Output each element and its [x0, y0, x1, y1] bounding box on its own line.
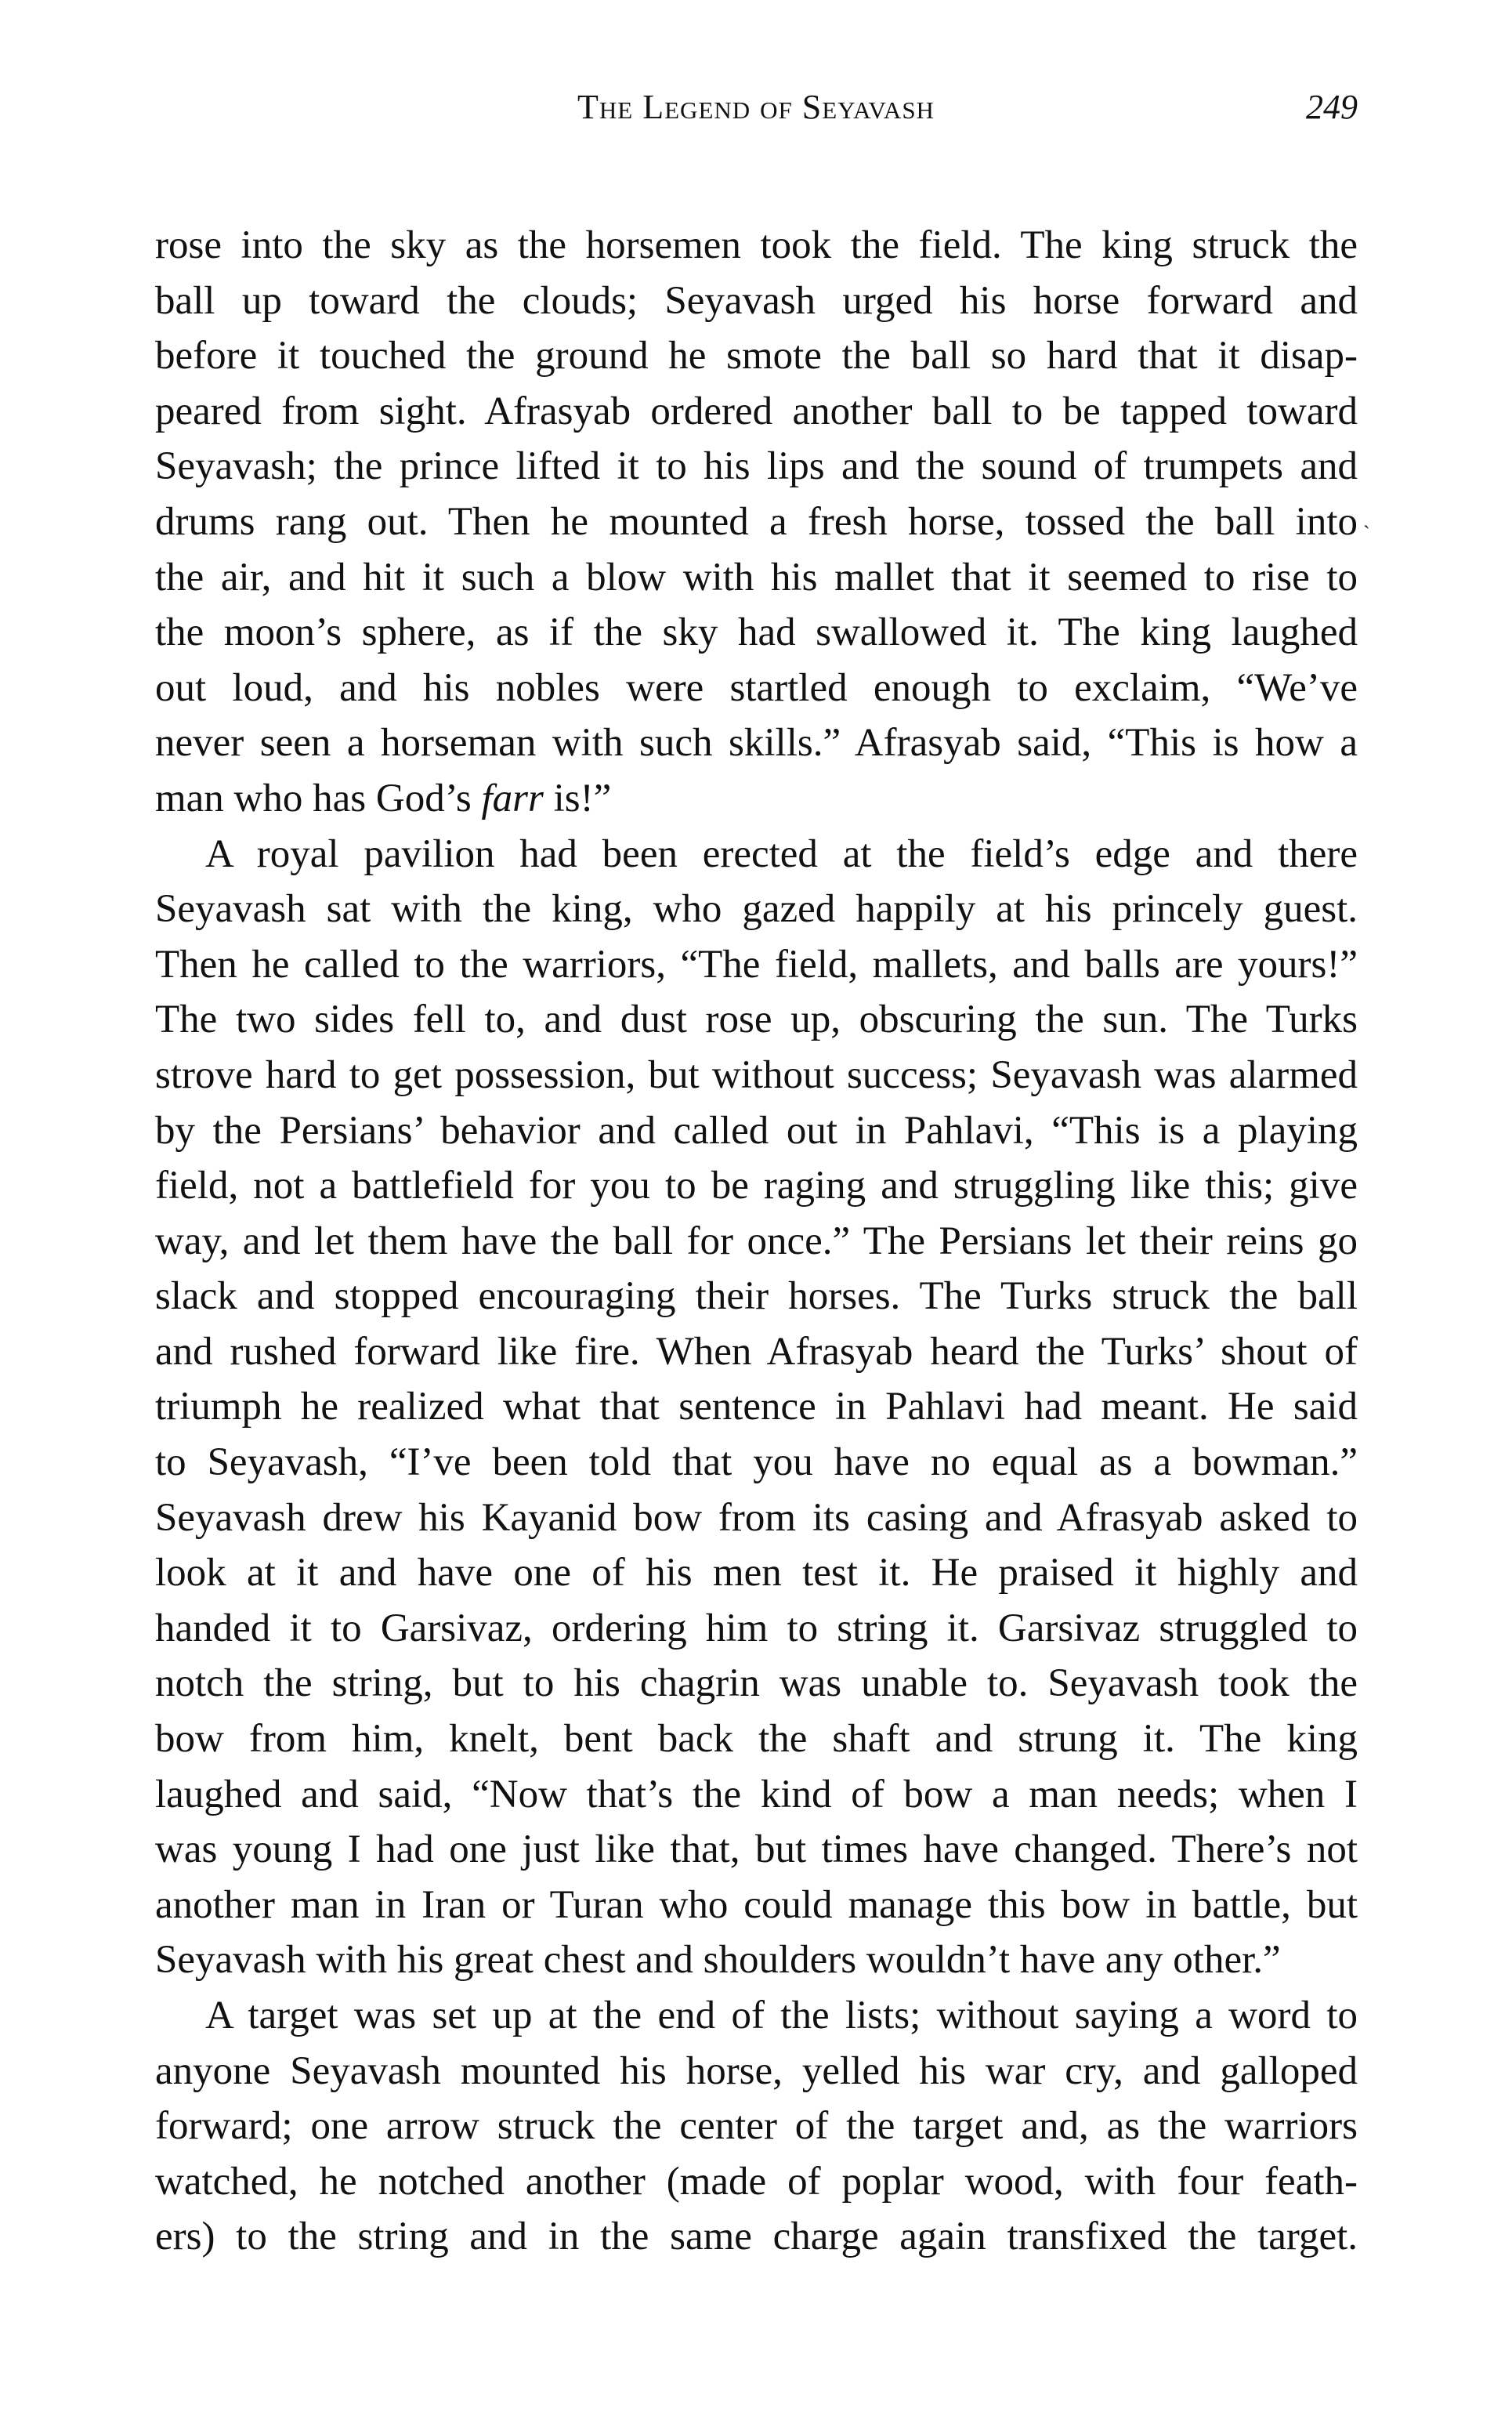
text-line: handed it to Garsivaz, ordering him to string it. Garsivaz struggled to [155, 1606, 1358, 1650]
text-line: anyone Seyavash mounted his horse, yelled his war cry, and galloped [155, 2048, 1358, 2093]
text-line: laughed and said, “Now that’s the kind of bow a man needs; when I [155, 1772, 1358, 1816]
text-line: triumph he realized what that sentence in Pahlavi had meant. He said [155, 1385, 1358, 1429]
text-line: never seen a horseman with such skills.” Afrasyab said, “This is how a [155, 721, 1358, 766]
paragraph-2 [155, 827, 1358, 1988]
text-line: by the Persians’ behavior and called out in Pahlavi, “This is a playing [155, 1108, 1358, 1153]
paragraph-3 [155, 1988, 1358, 2265]
text-line: slack and stopped encouraging their horses. The Turks struck the ball [155, 1274, 1358, 1319]
text-line-first: A royal pavilion had been erected at the field’s edge and there [205, 831, 1358, 876]
text-line: forward; one arrow struck the center of the target and, as the warriors [155, 2104, 1358, 2149]
text-run: man who has God’s [155, 776, 482, 820]
text-line: the moon’s sphere, as if the sky had swallowed it. The king laughed [155, 610, 1358, 655]
text-line: ers) to the string and in the same charge again transfixed the target. [155, 2215, 1358, 2259]
text-line: another man in Iran or Turan who could manage this bow in battle, but [155, 1882, 1358, 1927]
text-line: Seyavash; the prince lifted it to his lips and the sound of trumpets and [155, 444, 1358, 489]
text-run: is!” [543, 776, 612, 820]
page-number: 249 [1306, 88, 1358, 126]
text-line: and rushed forward like fire. When Afrasyab heard the Turks’ shout of [155, 1329, 1358, 1374]
text-line: notch the string, but to his chagrin was unable to. Seyavash took the [155, 1661, 1358, 1706]
text-line-first: A target was set up at the end of the lists; without saying a word to [205, 1994, 1358, 2037]
text-line: was young I had one just like that, but times have changed. There’s not [155, 1827, 1358, 1872]
stray-print-mark: ` [1363, 522, 1370, 545]
text-line-last [155, 771, 1358, 827]
text-line: before it touched the ground he smote the ball so hard that it disap- [155, 334, 1358, 378]
text-line: watched, he notched another (made of poplar wood, with four feath- [155, 2159, 1358, 2204]
running-head [0, 88, 1512, 127]
text-line: The two sides fell to, and dust rose up, obscuring the sun. The Turks [155, 998, 1358, 1042]
text-line: look at it and have one of his men test it. He praised it highly and [155, 1551, 1358, 1595]
text-line: rose into the sky as the horsemen took the field. The king struck the [155, 223, 1358, 267]
body-text [155, 218, 1358, 2265]
text-line: Then he called to the warriors, “The field, mallets, and balls are yours!” [155, 942, 1358, 987]
text-line: out loud, and his nobles were startled enough to exclaim, “We’ve [155, 665, 1358, 710]
text-line: Seyavash sat with the king, who gazed happily at his princely guest. [155, 887, 1358, 932]
text-line-last: Seyavash with his great chest and shoulders wouldn’t have any other.” [155, 1938, 1281, 1983]
text-line: bow from him, knelt, bent back the shaft and strung it. The king [155, 1717, 1358, 1762]
running-title: The Legend of Seyavash [577, 88, 935, 126]
text-line: way, and let them have the ball for once.” The Persians let their reins go [155, 1219, 1358, 1263]
text-line: ball up toward the clouds; Seyavash urged his horse forward and [155, 278, 1358, 323]
text-line: the air, and hit it such a blow with his mallet that it seemed to rise to [155, 555, 1358, 599]
paragraph-1 [155, 218, 1358, 827]
text-line: strove hard to get possession, but without success; Seyavash was alarmed [155, 1052, 1358, 1097]
text-line: Seyavash drew his Kayanid bow from its casing and Afrasyab asked to [155, 1495, 1358, 1540]
text-line: drums rang out. Then he mounted a fresh horse, tossed the ball into [155, 499, 1358, 544]
text-line: field, not a battlefield for you to be raging and struggling like this; give [155, 1164, 1358, 1208]
text-line: to Seyavash, “I’ve been told that you have no equal as a bowman.” [155, 1440, 1358, 1485]
italic-term-farr: farr [481, 776, 544, 820]
text-line: peared from sight. Afrasyab ordered another ball to be tapped toward [155, 389, 1358, 433]
